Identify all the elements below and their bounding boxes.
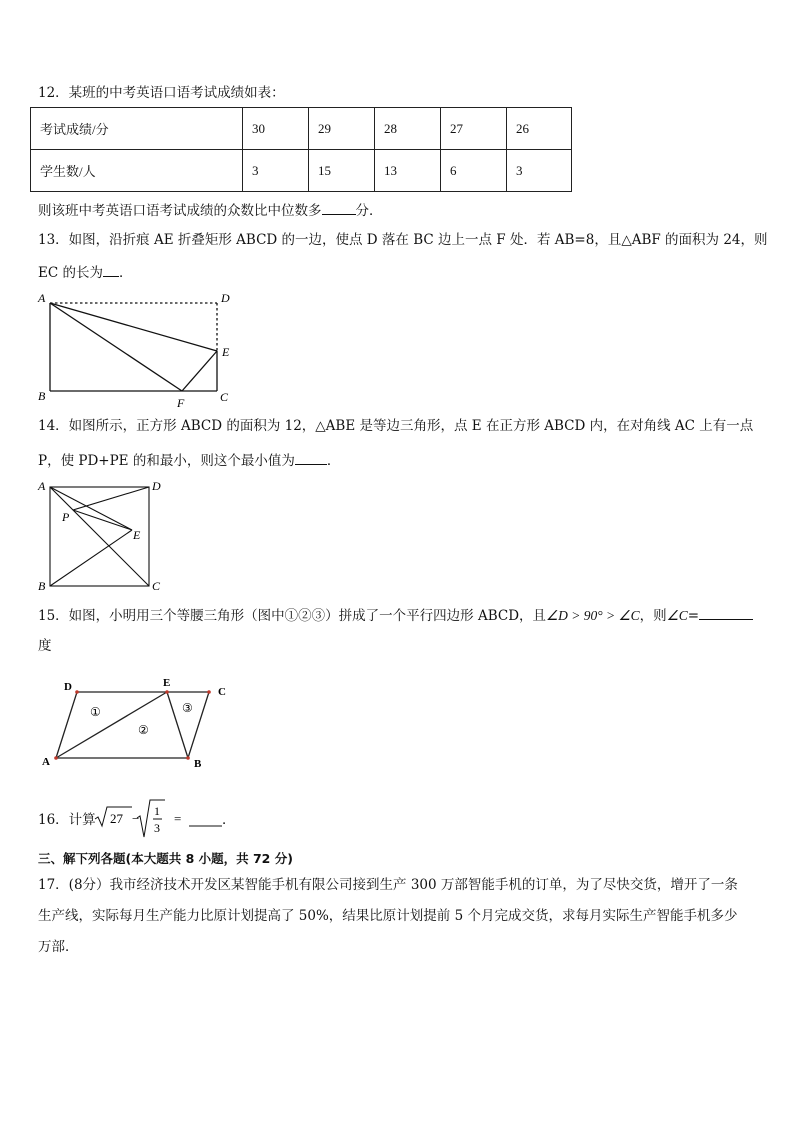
table-row <box>31 108 572 150</box>
q15-angle: ∠C <box>666 608 688 623</box>
table-cell: 13 <box>375 150 441 192</box>
label-A: A <box>38 479 46 493</box>
region-3-label: ③ <box>182 701 193 715</box>
q14-line2-pre: P，使 PD+PE 的和最小，则这个最小值为 <box>38 453 295 469</box>
table-cell: 30 <box>243 108 309 150</box>
q12-answer-pre: 则该班中考英语口语考试成绩的众数比中位数多 <box>38 203 322 219</box>
q16-pre: 16．计算 <box>38 812 96 828</box>
table-cell: 3 <box>507 150 572 192</box>
fraction-denominator: 3 <box>154 821 160 835</box>
q16-expression <box>94 792 222 840</box>
table-cell: 3 <box>243 150 309 192</box>
equals-sign: = <box>174 811 182 826</box>
minus-sign: − <box>132 811 140 826</box>
q15-line1-mid: ，则 <box>639 608 667 624</box>
q14-line2 <box>38 450 340 470</box>
row-header: 学生数/人 <box>31 150 243 192</box>
label-D: D <box>221 291 230 305</box>
segment-AE <box>56 692 167 758</box>
q13-line1: 13．如图，沿折痕 AE 折叠矩形 ABCD 的一边，使点 D 落在 BC 边上一点 F 处．若 AB=8，且△ABF 的面积为 24，则 <box>38 232 768 248</box>
q17-line1: 17．(8分）我市经济技术开发区某智能手机有限公司接到生产 300 万部智能手机的订单，为了尽快交货，增开了一条 <box>38 877 738 893</box>
row-header: 考试成绩/分 <box>31 108 243 150</box>
table-cell: 6 <box>441 150 507 192</box>
label-P: P <box>62 510 70 524</box>
table-cell: 27 <box>441 108 507 150</box>
q12-answer-line <box>38 200 383 220</box>
label-E: E <box>133 528 141 542</box>
label-B: B <box>194 758 202 770</box>
table-cell: 15 <box>309 150 375 192</box>
answer-blank[interactable] <box>322 200 356 215</box>
q15-line1-post: = <box>687 608 700 624</box>
segment-DP <box>73 487 149 510</box>
label-A: A <box>42 756 50 768</box>
q13-line2-post: ． <box>118 265 133 281</box>
q12-answer-post: 分． <box>355 203 383 219</box>
q13-line2-pre: EC 的长为 <box>38 265 103 281</box>
table-cell: 26 <box>507 108 572 150</box>
answer-blank[interactable] <box>103 262 119 277</box>
label-D: D <box>64 681 72 693</box>
q12-stem: 12．某班的中考英语口语考试成绩如表： <box>38 85 285 101</box>
q13-rectangle-figure <box>34 288 244 410</box>
answer-blank[interactable] <box>295 450 327 465</box>
q14-line1: 14．如图所示，正方形 ABCD 的面积为 12，△ABE 是等边三角形，点 E 在正方形 ABCD 内，在对角线 AC 上有一点 <box>38 418 754 434</box>
label-C: C <box>152 579 161 593</box>
segment-AE <box>50 303 217 351</box>
q16-post: ． <box>222 812 236 828</box>
label-E: E <box>222 345 230 359</box>
score-table <box>30 107 572 192</box>
radicand-27: 27 <box>110 811 123 826</box>
fraction-numerator: 1 <box>154 804 160 818</box>
label-C: C <box>218 686 226 698</box>
section-3-title: 三、解下列各题(本大题共 8 小题，共 72 分) <box>38 851 293 866</box>
q17-line2: 生产线，实际每月生产能力比原计划提高了 50%，结果比原计划提前 5 个月完成交货，求每月实际生产智能手机多少 <box>38 908 738 924</box>
q15-line2: 度 <box>38 638 52 654</box>
q15-parallelogram-figure <box>34 672 234 772</box>
segment-PE <box>73 510 132 530</box>
region-2-label: ② <box>138 723 149 737</box>
q15-condition: ∠D > 90° > ∠C <box>546 608 640 623</box>
label-D: D <box>152 479 161 493</box>
label-B: B <box>38 389 46 403</box>
label-C: C <box>220 390 229 404</box>
q15-line1-pre: 15．如图，小明用三个等腰三角形（图中①②③）拼成了一个平行四边形 ABCD，且 <box>38 608 547 624</box>
table-cell: 29 <box>309 108 375 150</box>
segment-FE <box>182 351 217 391</box>
segment-BE <box>50 530 132 586</box>
answer-blank[interactable] <box>699 605 753 620</box>
q15-line1 <box>38 605 753 625</box>
q14-square-figure <box>34 476 174 594</box>
table-cell: 28 <box>375 108 441 150</box>
label-E: E <box>163 677 171 689</box>
table-row <box>31 150 572 192</box>
q14-line2-post: ． <box>326 453 341 469</box>
region-1-label: ① <box>90 705 101 719</box>
label-B: B <box>38 579 46 593</box>
q17-line3: 万部． <box>38 939 79 955</box>
label-A: A <box>38 291 46 305</box>
q13-line2 <box>38 262 132 282</box>
segment-AF <box>50 303 182 391</box>
label-F: F <box>177 396 185 410</box>
